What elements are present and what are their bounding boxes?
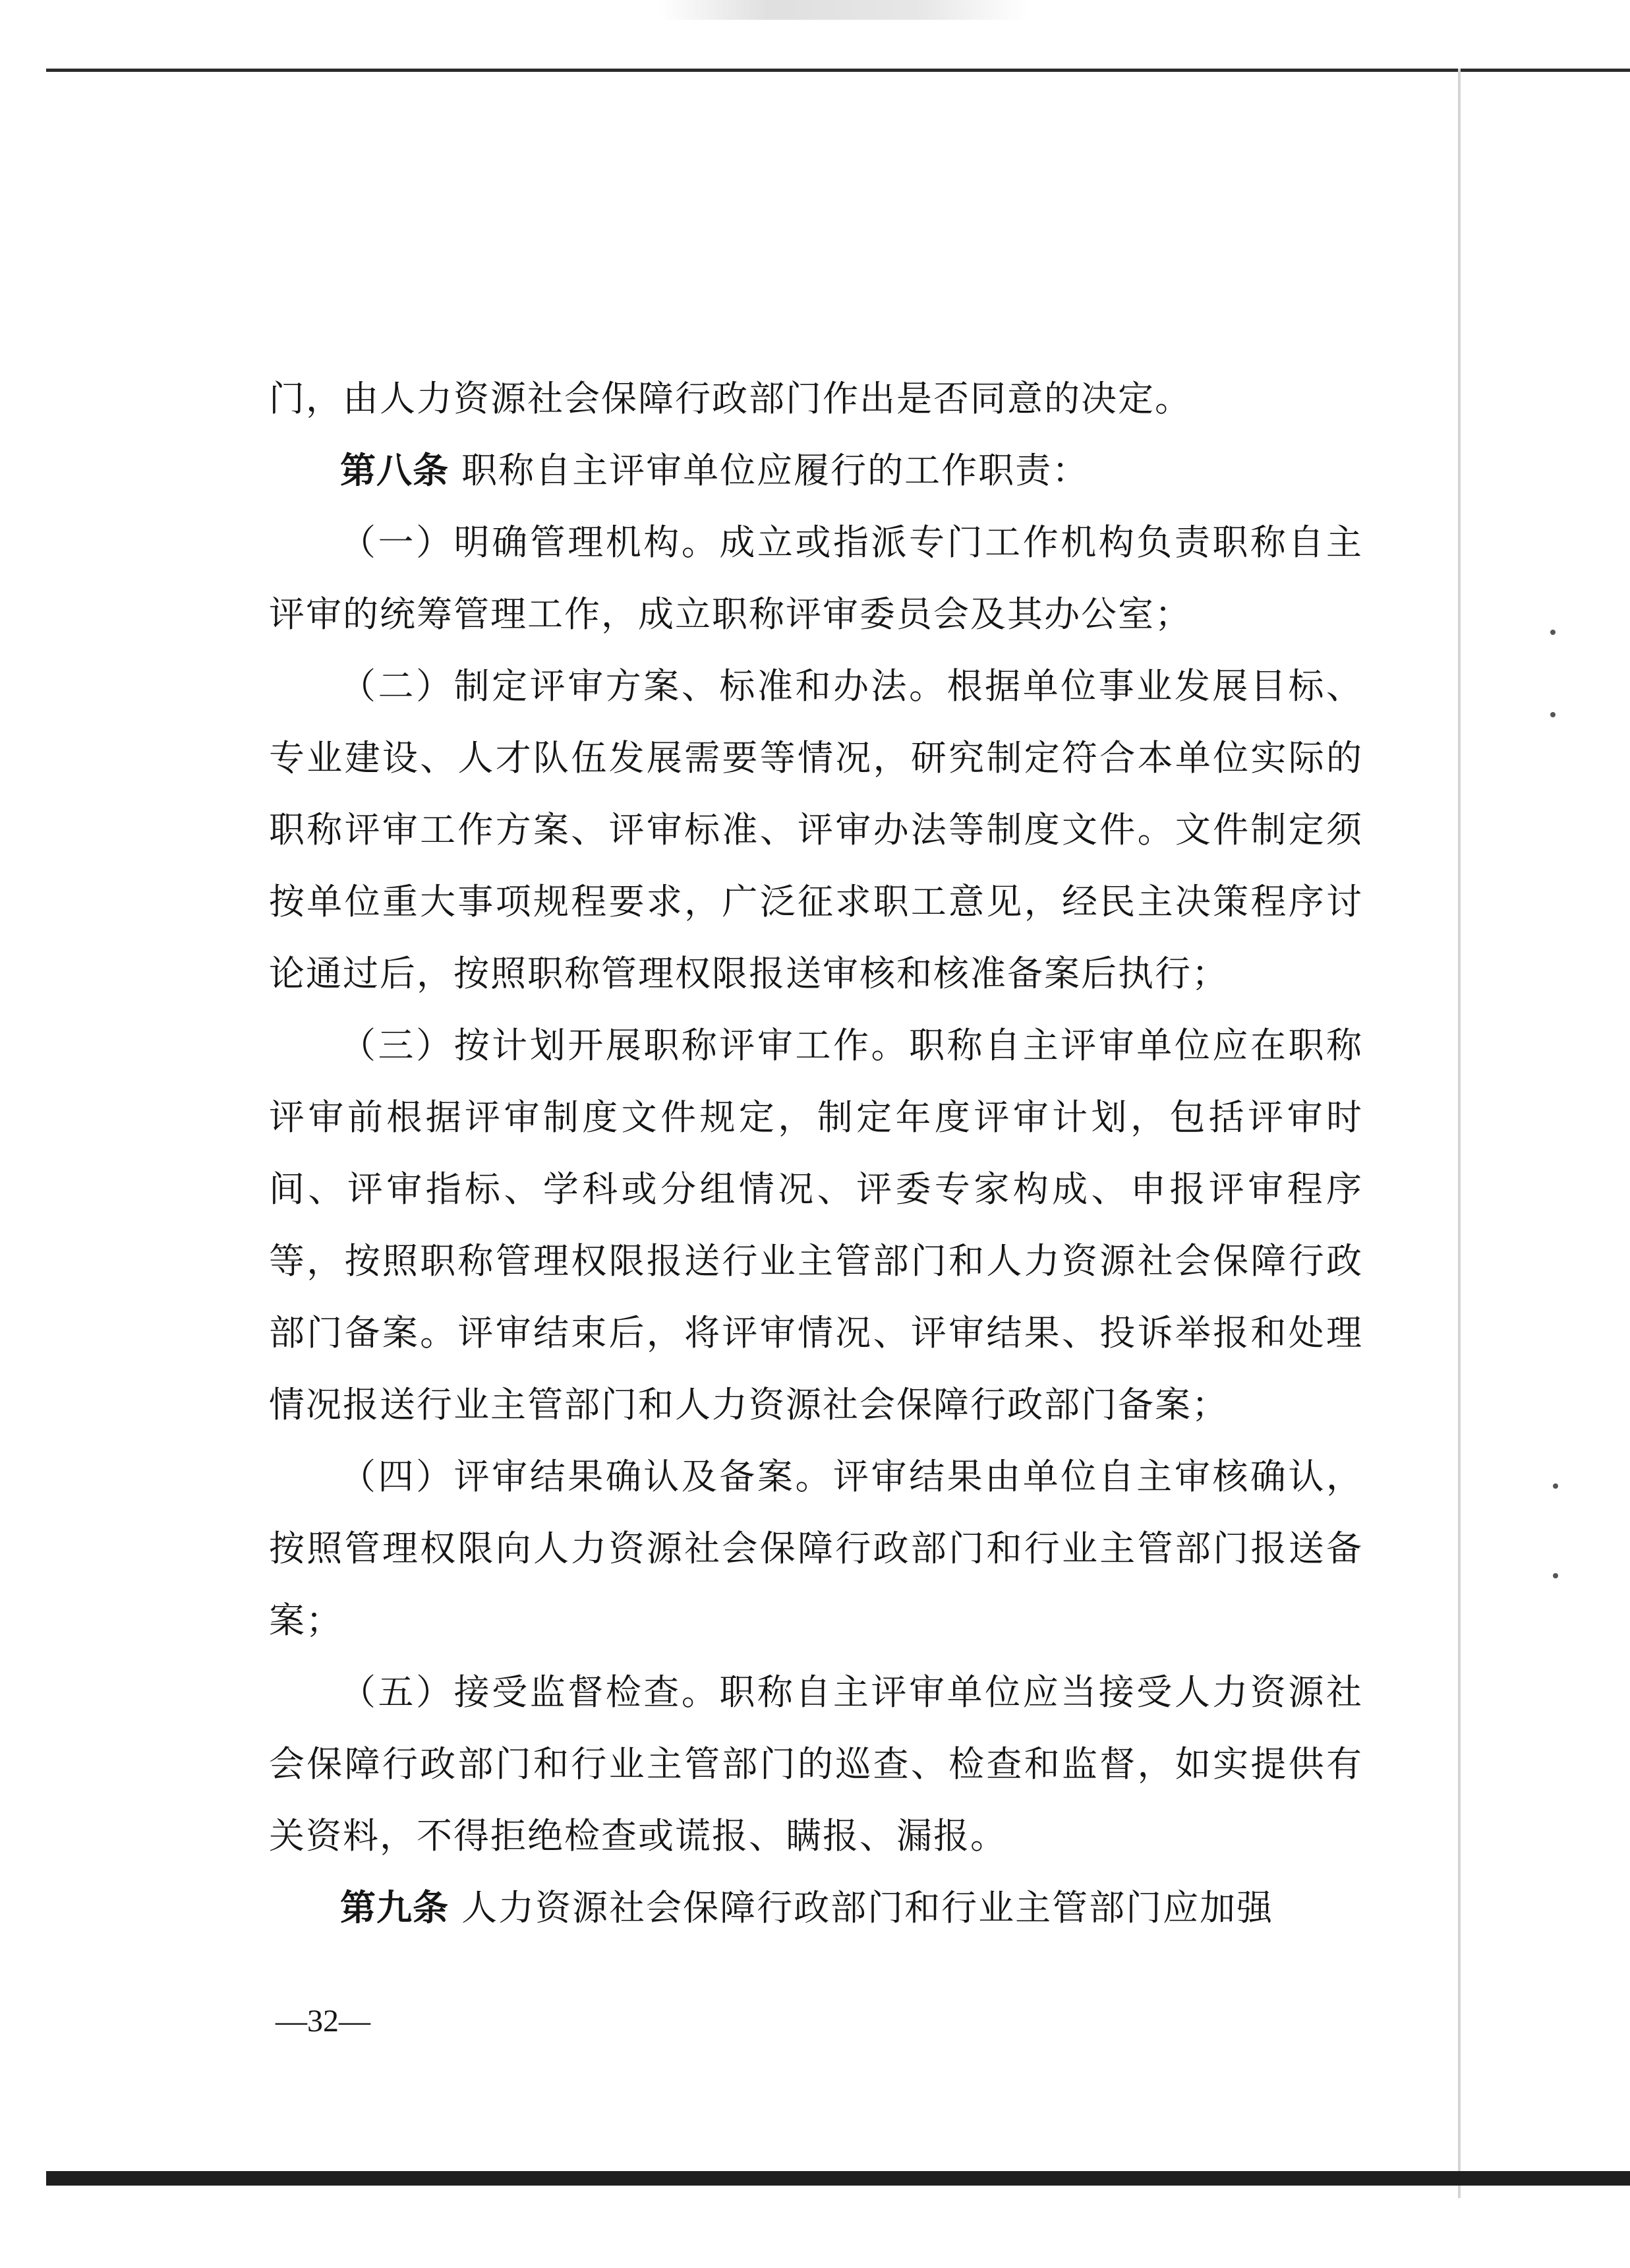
paragraph-text: （一）明确管理机构。成立或指派专门工作机构负责职称自主评审的统筹管理工作，成立职称评审委员会及其办公室； (269, 522, 1363, 635)
paragraph-text: 职称自主评审单位应履行的工作职责： (449, 450, 1090, 491)
scan-right-edge (1458, 69, 1461, 2198)
paragraph-text: （四）评审结果确认及备案。评审结果由单位自主审核确认，按照管理权限向人力资源社会保障行政部门和行业主管部门报送备案； (269, 1456, 1363, 1641)
duty-item-2 (269, 650, 1363, 1009)
paragraph-text: （五）接受监督检查。职称自主评审单位应当接受人力资源社会保障行政部门和行业主管部门的巡查、检查和监督，如实提供有关资料，不得拒绝检查或谎报、瞒报、漏报。 (269, 1671, 1363, 1857)
article-8-heading-paragraph (269, 434, 1363, 506)
scan-bleed-mark (659, 0, 1028, 20)
paragraph-text: （二）制定评审方案、标准和办法。根据单位事业发展目标、专业建设、人才队伍发展需要等情况，研究制定符合本单位实际的职称评审工作方案、评审标准、评审办法等制度文件。文件制定须按单位重大事项规程要求，广泛征求职工意见，经民主决策程序讨论通过后，按照职称管理权限报送审核和核准备案后执行； (269, 665, 1363, 994)
bottom-scan-band (46, 2171, 1630, 2186)
duty-item-5 (269, 1656, 1363, 1872)
article-heading: 第九条 (340, 1887, 449, 1928)
article-9-heading-paragraph (269, 1872, 1363, 1944)
paragraph-text: （三）按计划开展职称评审工作。职称自主评审单位应在职称评审前根据评审制度文件规定，制定年度评审计划，包括评审时间、评审指标、学科或分组情况、评委专家构成、申报评审程序等，按照职称管理权限报送行业主管部门和人力资源社会保障行政部门备案。评审结束后，将评审情况、评审结果、投诉举报和处理情况报送行业主管部门和人力资源社会保障行政部门备案； (269, 1025, 1363, 1425)
scan-speck (1553, 1573, 1558, 1578)
paragraph-continuation (269, 363, 1363, 434)
document-body (269, 363, 1363, 1944)
article-heading: 第八条 (340, 450, 449, 491)
duty-item-1 (269, 506, 1363, 650)
page-number: —32— (276, 2004, 370, 2039)
top-rule (46, 69, 1630, 72)
paragraph-text: 门，由人力资源社会保障行政部门作出是否同意的决定。 (269, 378, 1192, 419)
scan-speck (1550, 630, 1556, 635)
scan-speck (1550, 712, 1556, 717)
duty-item-4 (269, 1441, 1363, 1656)
paragraph-text: 人力资源社会保障行政部门和行业主管部门应加强 (449, 1887, 1274, 1928)
scan-speck (1553, 1483, 1558, 1489)
duty-item-3 (269, 1009, 1363, 1441)
